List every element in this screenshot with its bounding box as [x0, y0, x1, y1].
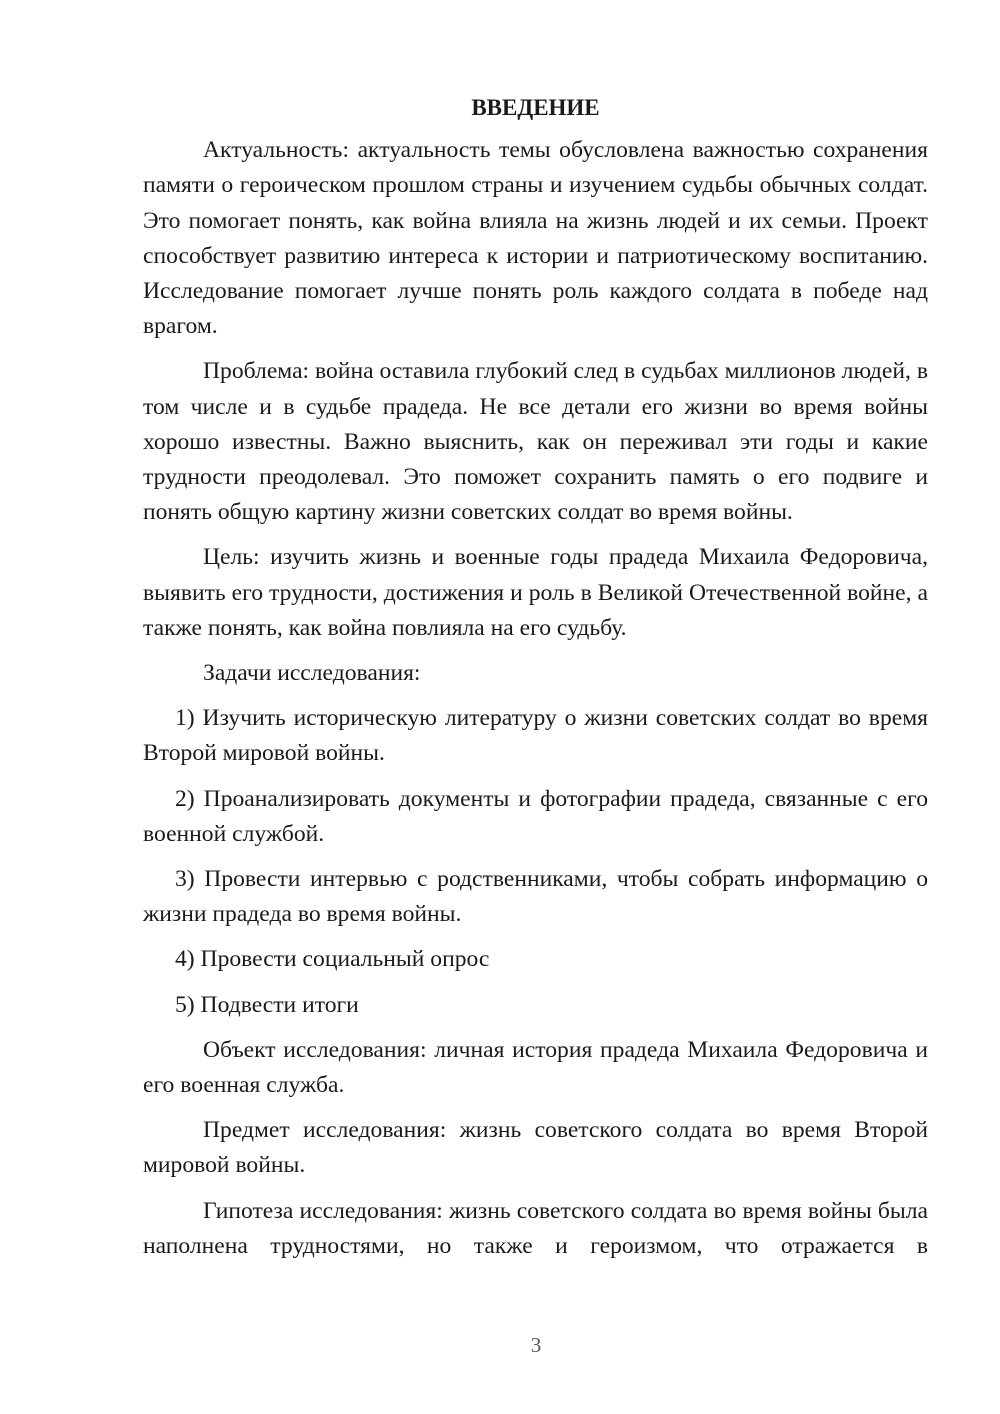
task-item-4: 4) Провести социальный опрос [175, 946, 490, 973]
task-item-1: 1) Изучить историческую литературу о жизни советских солдат во время Второй мировой войны. [143, 705, 928, 767]
task-item-2: 2) Проанализировать документы и фотографии прадеда, связанные с его военной службой. [143, 785, 928, 847]
paragraph-hypothesis: Гипотеза исследования: жизнь советского солдата во время войны была наполнена трудностями, но также и героизмом, что отражается в [143, 1197, 928, 1259]
paragraph-object: Объект исследования: личная история прадеда Михаила Федоровича и его военная служба. [143, 1036, 928, 1099]
paragraph-subject: Предмет исследования: жизнь советского солдата во время Второй мировой войны. [143, 1117, 928, 1179]
page-number: 3 [530, 1333, 542, 1357]
paragraph-problem: Проблема: война оставила глубокий след в судьбах миллионов людей, в том числе и в судьбе прадеда. Не все детали его жизни во время войны хорошо известны. Важно выяснить, как он переживал эти годы и какие трудности преодолевал. Это поможет сохранить память о его подвиге и понять общую картину жизни советских солдат во время войны. [143, 358, 928, 526]
document-body [143, 90, 928, 1274]
section-title: ВВЕДЕНИЕ [471, 95, 600, 120]
task-item-5: 5) Подвести итоги [175, 991, 359, 1018]
paragraph-relevance: Актуальность: актуальность темы обусловлена важностью сохранения памяти о героическом прошлом страны и изучением судьбы обычных солдат. Это помогает понять, как война влияла на жизнь людей и их семьи. Проект способствует развитию интереса к истории и патриотическому воспитанию. Исследование помогает лучше понять роль каждого солдата в победе над врагом. [143, 137, 928, 340]
paragraph-tasks-heading: Задачи исследования: [203, 660, 421, 687]
paragraph-goal: Цель: изучить жизнь и военные годы прадеда Михаила Федоровича, выявить его трудности, достижения и роль в Великой Отечественной войне, а также понять, как война повлияла на его судьбу. [143, 544, 928, 641]
task-item-3: 3) Провести интервью с родственниками, чтобы собрать информацию о жизни прадеда во время войны. [143, 866, 928, 928]
